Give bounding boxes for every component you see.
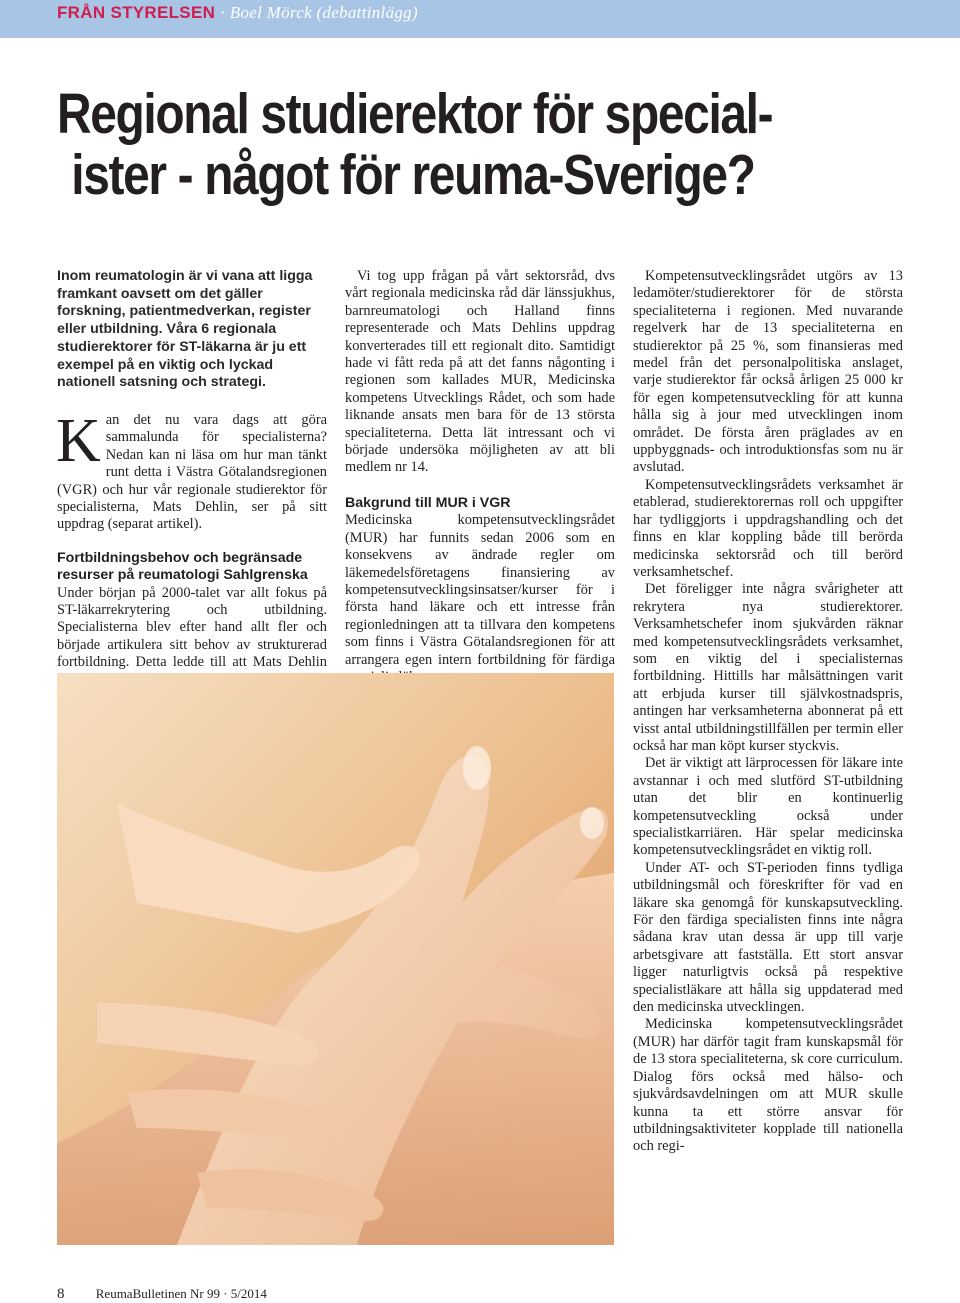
photo-illustration [57,673,614,1245]
column-2 [345,268,615,686]
header-separator: · [220,3,225,22]
top-banner [0,0,960,38]
page-footer [57,1286,267,1303]
column-3 [633,268,903,1156]
publication-info: ReumaBulletinen Nr 99 · 5/2014 [95,1286,267,1301]
body-paragraph: Det föreligger inte några svårigheter att rekrytera nya studierektorer. Verksamhetschefer inom sjukvården räknar med kompetensutvecklingsrådets verksamhet, som en viktig del i specialisternas fortbildning. Hittills har målsättningen varit att erbjuda kurser till självkostnadspris, antingen har verksamheterna abonnerat på ett visst antal utbildningstillfällen per termin eller också har man köpt kurser styckvis. [633,581,903,754]
section-header [57,3,418,23]
headline-line-2: ister - något för reuma-Sverige? [71,143,755,207]
body-paragraph: Vi tog upp frågan på vårt sektorsråd, dvs vårt regionala medicinska råd där länssjukhus, barnreumatologi och Halland finns representerade och Mats Dehlins uppdrag konverterades till ett regionalt dito. Samtidigt hade vi fått reda på att det fanns någonting i regionen som kallades MUR, Medicinska kompetens Utvecklings Rådet, och som hade liknande ansats men bara för de 13 största specialiteterna. Detta lät intressant och vi började undersöka möjligheten av att bli medlem nr 14. [345,268,615,476]
author-byline: Boel Mörck (debattinlägg) [229,3,418,22]
body-paragraph: Medicinska kompetensutvecklingsrådet (MUR) har därför tagit fram kunskapsmål för de 13 stora specialiteterna, sk core curriculum. Dialog förs också med hälso- och sjukvårdsavdelningen om att MUR skulle kunna ta ett större ansvar för utbildningsaktiviteter kopplade till nationella och regi- [633,1016,903,1155]
intro-text: an det nu vara dags att göra sammalunda för specialisterna? Nedan kan ni läsa om hur man tänkt runt detta i Västra Götalandsregionen (VGR) och hur vår regionale studierektor för specialisterna, Mats Dehlin, ser på sitt uppdrag (separat artikel). [57,411,327,533]
drop-cap: K [56,406,101,475]
headline-line-1: Regional studierektor för special- [57,82,773,146]
body-paragraph: Medicinska kompetensutvecklingsrådet (MUR) har funnits sedan 2006 som en konsekvens av ändrade regler om läkemedelsföretagens finansiering av kompetensutvecklingsinsatser/kurser för i första hand läkare och ett intresse från regionledningen att ta tillvara den kompetens som finns i Västra Götalandsregionen för att arrangera egen intern fortbildning för färdiga [345,512,615,668]
page-number: 8 [57,1286,65,1302]
lead-paragraph: Inom reumatologin är vi vana att ligga framkant oavsett om det gäller forskning, patientmedverkan, register eller utbildning. Våra 6 regionala studierektorer för ST-läkarna är ju ett exempel på en viktig och lyckad nationell satsning och strategi. [57,268,313,391]
hands-massage-photo [57,673,614,1245]
subheading-mur: Bakgrund till MUR i VGR [345,494,511,511]
body-paragraph: Kompetensutvecklingsrådets verksamhet är etablerad, studierektorernas roll och uppgifter har tydliggjorts i uppdragshandling och det finns en klar koppling både till berörda medicinska sektorsråd och till berörd verksamhetschef. [633,476,903,580]
column-1 [57,268,327,706]
intro-paragraph [56,406,327,534]
article-headline [57,84,796,206]
body-paragraph: Det är viktigt att lärprocessen för läkare inte avstannar i och med slutförd ST-utbildning utan det blir en kontinuerlig kompetensutveckling också under specialistkarriären. Här spelar medicinska kompetensutvecklingsrådet en viktig roll. [633,755,903,859]
body-paragraph: Under början på 2000-talet var allt fokus på ST-läkarrekrytering och utbildning. Specialisterna blev efter hand allt fler och började artikulera sitt behov av strukturerad fortbildning. Detta ledde till att Mats Dehlin [57,584,327,671]
subheading-fortbildning: Fortbildningsbehov och begränsade resurser på reumatologi Sahlgrenska [57,549,308,584]
body-paragraph: Under AT- och ST-perioden finns tydliga utbildningsmål och föreskrifter för vad en läkare ska genomgå för kunskapsutveckling. För den färdiga specialisten finns inte några sådana krav utan dessa är upp till varje arbetsgivare att fastställa. Ett stort ansvar ligger naturligtvis också på respektive specialistläkare att hålla sig uppdaterad med den medicinska utvecklingen. [633,859,903,1016]
section-label: FRÅN STYRELSEN [57,3,216,22]
body-paragraph: Kompetensutvecklingsrådet utgörs av 13 ledamöter/studierektorer för de största specialiteterna i regionen. Med nuvarande regelverk har de 13 specialiteterna en studierektor på 25 %, som finansieras med medel från det personalpolitiska anslaget, varje studierektor får också årligen 25 000 kr för egen kompetensutveckling för att kunna hålla sig à jour med utvecklingen inom området. De första åren präglades av en uppbyggnads- och introduktionsfas som nu är avslutad. [633,268,903,476]
